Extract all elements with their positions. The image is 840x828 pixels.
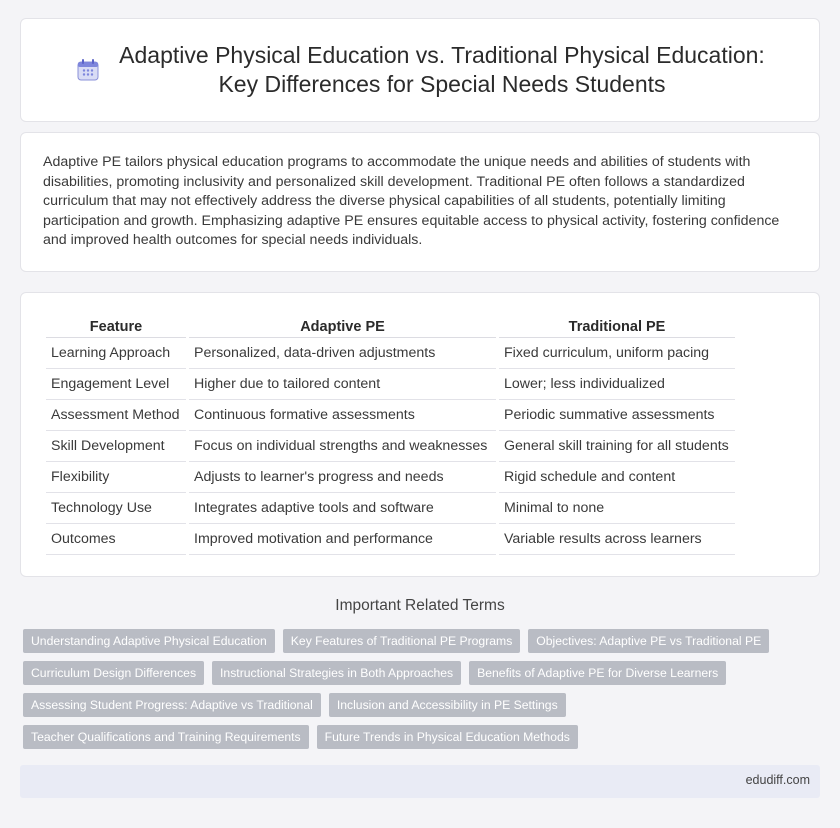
table-cell-traditional: Fixed curriculum, uniform pacing — [499, 338, 735, 369]
table-row — [46, 462, 735, 493]
table-cell-adaptive: Adjusts to learner's progress and needs — [189, 462, 496, 493]
related-term-tag[interactable]: Understanding Adaptive Physical Education — [23, 629, 275, 653]
header-traditional-pe: Traditional PE — [499, 315, 735, 338]
related-term-tag[interactable]: Teacher Qualifications and Training Requirements — [23, 725, 309, 749]
table-cell-traditional: Lower; less individualized — [499, 369, 735, 400]
related-term-tag[interactable]: Instructional Strategies in Both Approaches — [212, 661, 461, 685]
related-term-tag[interactable]: Inclusion and Accessibility in PE Settings — [329, 693, 566, 717]
page-title — [119, 41, 765, 99]
table-cell-adaptive: Integrates adaptive tools and software — [189, 493, 496, 524]
page-title-line1: Adaptive Physical Education vs. Traditional Physical Education: — [119, 42, 765, 68]
table-cell-traditional: Variable results across learners — [499, 524, 735, 555]
footer-site-link[interactable]: edudiff.com — [745, 773, 810, 787]
related-term-tag[interactable]: Future Trends in Physical Education Methods — [317, 725, 578, 749]
table-row — [46, 431, 735, 462]
related-term-tag[interactable]: Key Features of Traditional PE Programs — [283, 629, 521, 653]
table-row — [46, 493, 735, 524]
header-feature: Feature — [46, 315, 186, 338]
title-wrap — [75, 41, 765, 99]
table-cell-feature: Engagement Level — [46, 369, 186, 400]
table-row — [46, 524, 735, 555]
table-cell-traditional: Rigid schedule and content — [499, 462, 735, 493]
related-terms-list — [23, 629, 823, 749]
table-cell-adaptive: Continuous formative assessments — [189, 400, 496, 431]
title-card — [20, 18, 820, 122]
table-cell-traditional: Periodic summative assessments — [499, 400, 735, 431]
table-cell-feature: Outcomes — [46, 524, 186, 555]
related-term-tag[interactable]: Benefits of Adaptive PE for Diverse Learners — [469, 661, 726, 685]
table-cell-feature: Learning Approach — [46, 338, 186, 369]
table-cell-feature: Flexibility — [46, 462, 186, 493]
table-cell-feature: Assessment Method — [46, 400, 186, 431]
footer — [20, 765, 820, 798]
related-terms-heading: Important Related Terms — [335, 597, 505, 614]
calendar-icon — [75, 57, 101, 83]
table-row — [46, 400, 735, 431]
related-term-tag[interactable]: Curriculum Design Differences — [23, 661, 204, 685]
intro-paragraph: Adaptive PE tailors physical education programs to accommodate the unique needs and abilities of students with disabilities, promoting inclusivity and personalized skill development. Traditional PE often follows a standardized curriculum that may not effectively address the diverse physical capabilities of all students, potentially limiting participation and growth. Emphasizing adaptive PE ensures equitable access to physical activity, fostering confidence and improved health outcomes for special needs individuals. — [43, 154, 780, 249]
table-cell-adaptive: Personalized, data-driven adjustments — [189, 338, 496, 369]
table-header-row — [46, 315, 735, 338]
comparison-table-card — [20, 292, 820, 577]
table-cell-adaptive: Improved motivation and performance — [189, 524, 496, 555]
table-row — [46, 369, 735, 400]
table-cell-traditional: Minimal to none — [499, 493, 735, 524]
page-title-line2: Key Differences for Special Needs Students — [218, 71, 666, 97]
intro-card — [20, 132, 820, 272]
table-cell-feature: Technology Use — [46, 493, 186, 524]
comparison-table — [43, 315, 738, 555]
related-term-tag[interactable]: Objectives: Adaptive PE vs Traditional PE — [528, 629, 769, 653]
table-cell-adaptive: Higher due to tailored content — [189, 369, 496, 400]
header-adaptive-pe: Adaptive PE — [189, 315, 496, 338]
table-row — [46, 338, 735, 369]
table-cell-traditional: General skill training for all students — [499, 431, 735, 462]
table-cell-adaptive: Focus on individual strengths and weaknesses — [189, 431, 496, 462]
related-term-tag[interactable]: Assessing Student Progress: Adaptive vs Traditional — [23, 693, 321, 717]
table-cell-feature: Skill Development — [46, 431, 186, 462]
